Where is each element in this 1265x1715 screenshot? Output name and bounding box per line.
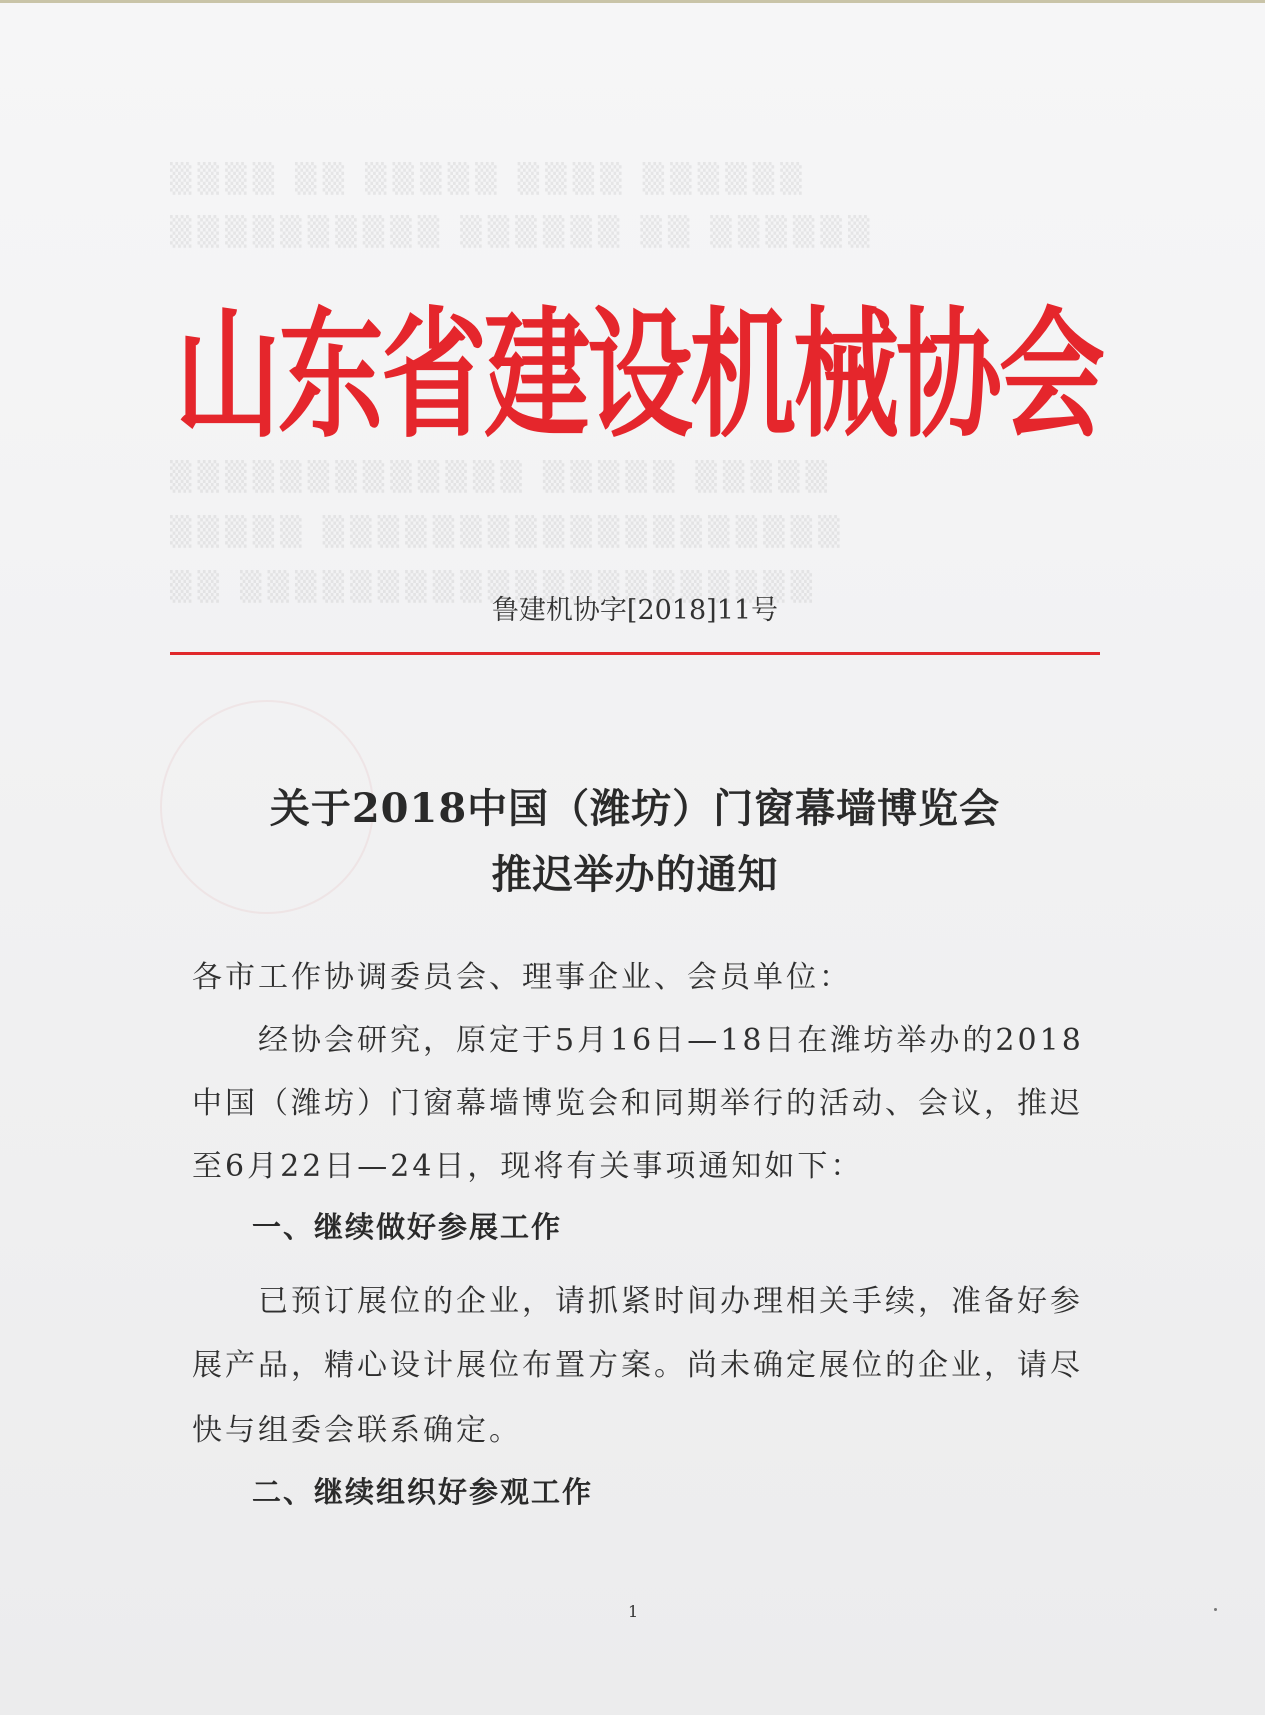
intro-line: 至6月22日—24日，现将有关事项通知如下： [192, 1149, 864, 1184]
letterhead-title: 山东省建设机械协会 [175, 294, 1102, 457]
red-divider-line [170, 652, 1100, 655]
section-2-heading: 二、继续组织好参观工作 [252, 1475, 594, 1509]
bleed-through-texture: ▒▒▒▒▒ ▒▒▒▒▒▒▒▒▒▒▒▒▒▒▒▒▒▒▒ [170, 515, 846, 548]
intro-line: 经协会研究，原定于5月16日—18日在潍坊举办的2018 [258, 1023, 1084, 1058]
section-1-line: 快与组委会联系确定。 [192, 1413, 522, 1448]
intro-line: 中国（潍坊）门窗幕墙博览会和同期举行的活动、会议，推迟 [192, 1086, 1083, 1121]
salutation: 各市工作协调委员会、理事企业、会员单位： [192, 960, 852, 995]
bleed-through-texture: ▒▒ ▒▒▒▒▒▒▒▒▒▒▒▒▒▒▒▒▒▒▒▒▒ [170, 570, 819, 603]
notice-title-line-2: 推迟举办的通知 [491, 851, 779, 898]
top-edge-line [0, 0, 1265, 3]
section-1-heading: 一、继续做好参展工作 [252, 1210, 563, 1244]
section-1-line: 已预订展位的企业，请抓紧时间办理相关手续，准备好参 [258, 1284, 1083, 1319]
notice-title-line-1: 关于2018中国（潍坊）门窗幕墙博览会 [269, 785, 1001, 832]
document-number: 鲁建机协字[2018]11号 [491, 595, 779, 626]
bleed-through-texture: ▒▒▒▒ ▒▒ ▒▒▒▒▒ ▒▒▒▒ ▒▒▒▒▒▒ [170, 162, 808, 195]
scan-speck [1214, 1608, 1217, 1611]
bleed-through-texture: ▒▒▒▒▒▒▒▒▒▒▒▒▒ ▒▒▒▒▒ ▒▒▒▒▒ [170, 460, 834, 493]
section-1-line: 展产品，精心设计展位布置方案。尚未确定展位的企业，请尽 [192, 1348, 1083, 1383]
bleed-through-texture: ▒▒▒▒▒▒▒▒▒▒ ▒▒▒▒▒▒ ▒▒ ▒▒▒▒▒▒ [170, 215, 876, 248]
page-number: 1 [628, 1602, 639, 1621]
